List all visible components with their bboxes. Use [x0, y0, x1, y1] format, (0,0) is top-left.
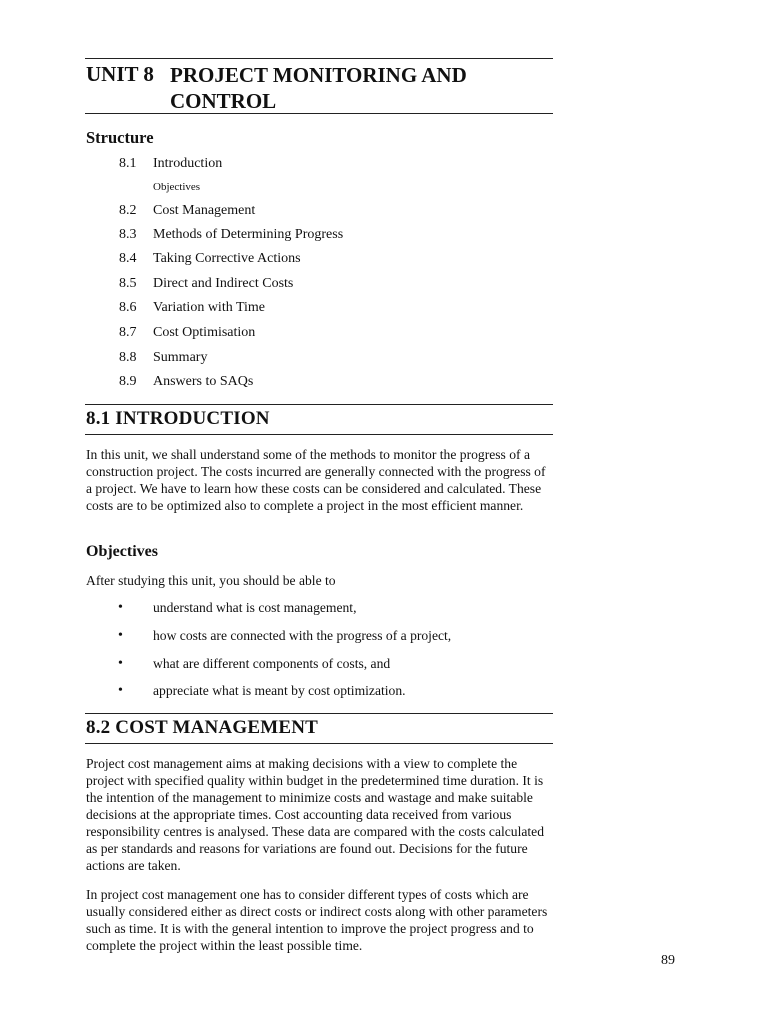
toc-number: 8.8 [119, 350, 137, 365]
intro-bottom-rule [85, 434, 553, 435]
toc-label: Variation with Time [153, 300, 266, 315]
unit-title: PROJECT MONITORING AND CONTROL [170, 63, 467, 113]
bullet-icon: • [118, 656, 123, 671]
cost-management-paragraph: Project cost management aims at making decisions with a view to complete the project with specified quality within budget in the predetermined time duration. It is the intention of the management to minimize costs and wastage and make suitable decisions at the appropriate times. Cost accounting data received from various responsibility centres is analysed. These data are compared with the costs calculated as per standards and reasons for variations are found out. Decisions for the future actions are taken. [86, 756, 544, 873]
objectives-lead: After studying this unit, you should be able to [86, 573, 336, 588]
toc-label: Cost Management [153, 203, 256, 218]
toc-sub-label: Objectives [153, 181, 201, 193]
page-number: 89 [661, 953, 675, 968]
toc-number: 8.1 [119, 156, 137, 171]
toc-label: Answers to SAQs [153, 374, 254, 389]
bullet-icon: • [118, 683, 123, 698]
title-bottom-rule [85, 113, 553, 114]
toc-label: Methods of Determining Progress [153, 227, 344, 242]
unit-number: UNIT 8 [86, 62, 154, 86]
cost-management-paragraph: In project cost management one has to consider different types of costs which are usually considered either as direct costs or indirect costs along with other parameters such as time. It is with the general intention to improve the project progress and to complete the project within the least possible time. [86, 887, 548, 953]
top-rule [85, 58, 553, 59]
toc-number: 8.3 [119, 227, 137, 242]
toc-number: 8.4 [119, 251, 137, 266]
objective-item: appreciate what is meant by cost optimization. [153, 683, 406, 698]
objective-item: understand what is cost management, [153, 600, 357, 615]
introduction-heading: 8.1 INTRODUCTION [86, 408, 270, 429]
objective-item: how costs are connected with the progress of a project, [153, 628, 452, 643]
objectives-heading: Objectives [86, 543, 158, 560]
toc-number: 8.5 [119, 276, 137, 291]
cost-management-heading: 8.2 COST MANAGEMENT [86, 717, 318, 738]
objective-item: what are different components of costs, and [153, 656, 391, 671]
toc-label: Direct and Indirect Costs [153, 276, 294, 291]
intro-top-rule [85, 404, 553, 405]
introduction-paragraph: In this unit, we shall understand some of the methods to monitor the progress of a construction project. The costs incurred are generally connected with the progress of a project. We have to learn how these costs can be considered and calculated. These costs are to be optimized also to complete a project in the most efficient manner. [86, 447, 546, 513]
cost-top-rule [85, 713, 553, 714]
structure-heading: Structure [86, 128, 154, 147]
toc-label: Taking Corrective Actions [153, 251, 301, 266]
toc-number: 8.6 [119, 300, 137, 315]
bullet-icon: • [118, 600, 123, 615]
bullet-icon: • [118, 628, 123, 643]
cost-bottom-rule [85, 743, 553, 744]
toc-label: Introduction [153, 156, 223, 171]
toc-number: 8.7 [119, 325, 137, 340]
toc-number: 8.9 [119, 374, 137, 389]
toc-label: Cost Optimisation [153, 325, 256, 340]
toc-number: 8.2 [119, 203, 137, 218]
toc-label: Summary [153, 350, 208, 365]
